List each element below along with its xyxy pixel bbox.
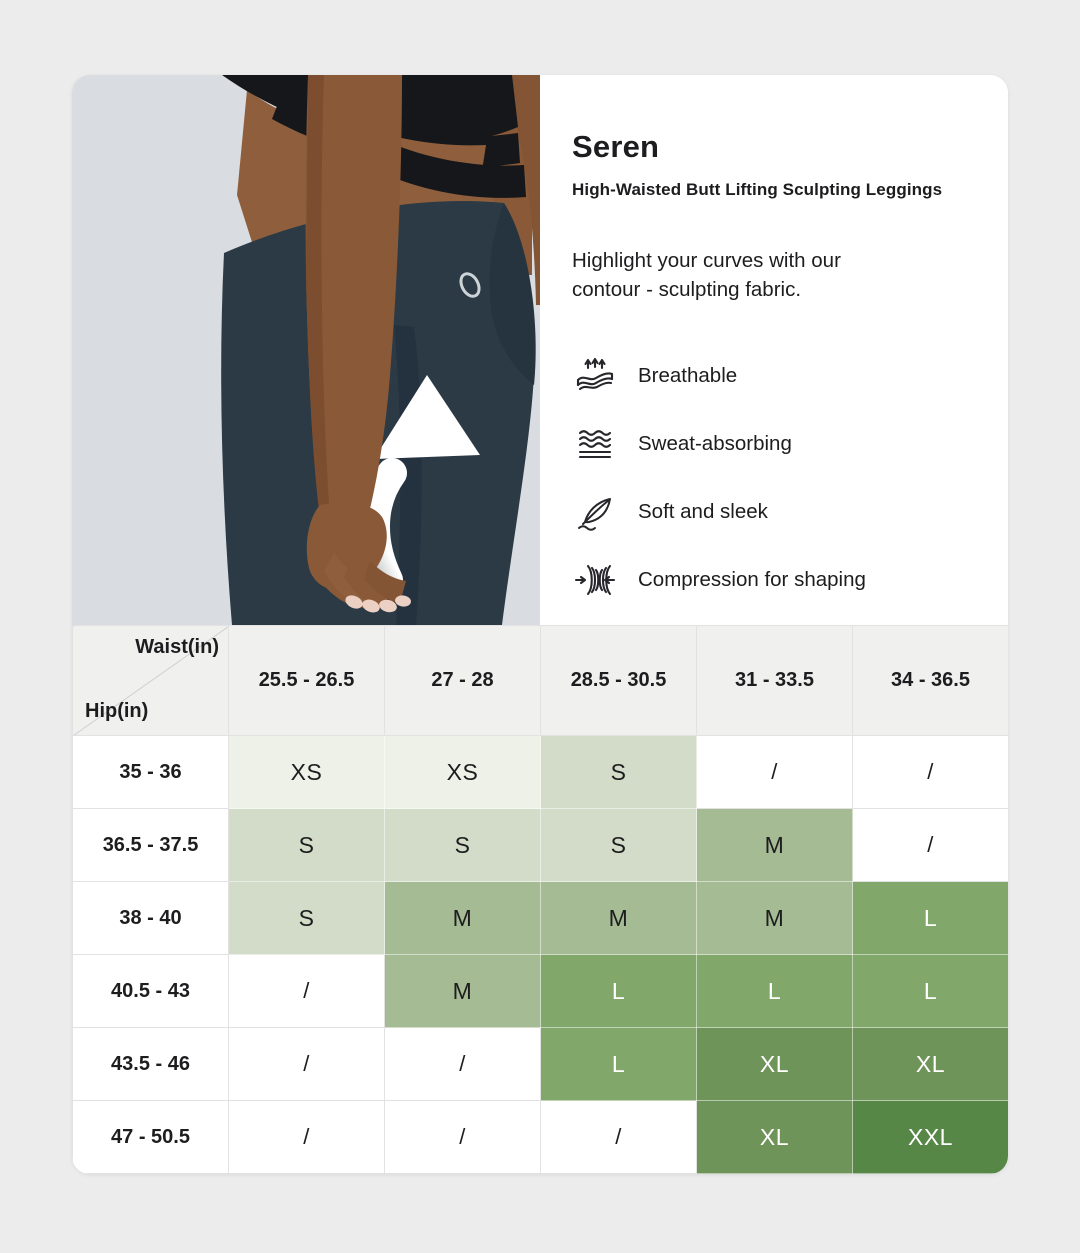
- size-cell: L: [853, 882, 1009, 955]
- size-cell: XS: [385, 736, 541, 809]
- size-cell: /: [385, 1101, 541, 1174]
- size-chart-table: [72, 625, 1008, 1174]
- size-cell: XL: [697, 1101, 853, 1174]
- size-cell: L: [853, 955, 1009, 1028]
- size-cell: S: [229, 882, 385, 955]
- feature-sweat-absorbing: [572, 422, 978, 466]
- size-cell: S: [541, 736, 697, 809]
- feature-label: Soft and sleek: [638, 500, 768, 524]
- size-cell: S: [229, 809, 385, 882]
- product-info-panel: [540, 75, 1008, 625]
- feature-list: [572, 354, 978, 602]
- waist-column-header: 34 - 36.5: [853, 626, 1009, 736]
- product-photo: [72, 75, 540, 625]
- feature-soft-sleek: [572, 490, 978, 534]
- hero-section: [72, 75, 1008, 625]
- leggings-model-illustration: [72, 75, 540, 625]
- size-cell: /: [853, 736, 1009, 809]
- size-cell: M: [697, 809, 853, 882]
- feature-breathable: [572, 354, 978, 398]
- size-cell: M: [385, 955, 541, 1028]
- size-cell: XS: [229, 736, 385, 809]
- hip-row-header: 36.5 - 37.5: [73, 809, 229, 882]
- waist-axis-label: Waist(in): [135, 636, 219, 658]
- hip-row-header: 35 - 36: [73, 736, 229, 809]
- waist-column-header: 25.5 - 26.5: [229, 626, 385, 736]
- size-cell: /: [385, 1028, 541, 1101]
- table-row: [73, 882, 1009, 955]
- size-cell: /: [229, 1028, 385, 1101]
- size-cell: L: [541, 955, 697, 1028]
- size-cell: /: [229, 955, 385, 1028]
- size-cell: XL: [697, 1028, 853, 1101]
- size-cell: L: [541, 1028, 697, 1101]
- product-card: [72, 75, 1008, 1174]
- size-cell: /: [541, 1101, 697, 1174]
- table-row: [73, 955, 1009, 1028]
- breathable-fabric-icon: [572, 354, 618, 398]
- size-chart-header-row: [73, 626, 1009, 736]
- size-cell: /: [697, 736, 853, 809]
- product-subtitle: High-Waisted Butt Lifting Sculpting Leggings: [572, 180, 943, 199]
- size-cell: S: [541, 809, 697, 882]
- hip-row-header: 47 - 50.5: [73, 1101, 229, 1174]
- size-cell: S: [385, 809, 541, 882]
- feature-label: Sweat-absorbing: [638, 432, 792, 456]
- waist-column-header: 31 - 33.5: [697, 626, 853, 736]
- feature-label: Breathable: [638, 364, 738, 388]
- size-cell: /: [853, 809, 1009, 882]
- size-cell: M: [697, 882, 853, 955]
- product-name: Seren: [572, 129, 660, 164]
- sweat-absorbing-waves-icon: [572, 422, 618, 466]
- size-cell: /: [229, 1101, 385, 1174]
- table-row: [73, 1028, 1009, 1101]
- waist-hip-corner-cell: [73, 626, 229, 736]
- size-cell: L: [697, 955, 853, 1028]
- size-cell: XXL: [853, 1101, 1009, 1174]
- compression-arrows-icon: [572, 558, 618, 602]
- waist-column-header: 27 - 28: [385, 626, 541, 736]
- feature-label: Compression for shaping: [638, 568, 866, 592]
- feature-compression: [572, 558, 978, 602]
- table-row: [73, 736, 1009, 809]
- product-description: Highlight your curves with our contour - sculpting fabric.: [572, 249, 841, 302]
- hip-row-header: 43.5 - 46: [73, 1028, 229, 1101]
- size-cell: XL: [853, 1028, 1009, 1101]
- waist-column-header: 28.5 - 30.5: [541, 626, 697, 736]
- hip-row-header: 40.5 - 43: [73, 955, 229, 1028]
- size-cell: M: [385, 882, 541, 955]
- feather-icon: [572, 490, 618, 534]
- table-row: [73, 1101, 1009, 1174]
- table-row: [73, 809, 1009, 882]
- hip-axis-label: Hip(in): [85, 700, 149, 722]
- size-cell: M: [541, 882, 697, 955]
- hip-row-header: 38 - 40: [73, 882, 229, 955]
